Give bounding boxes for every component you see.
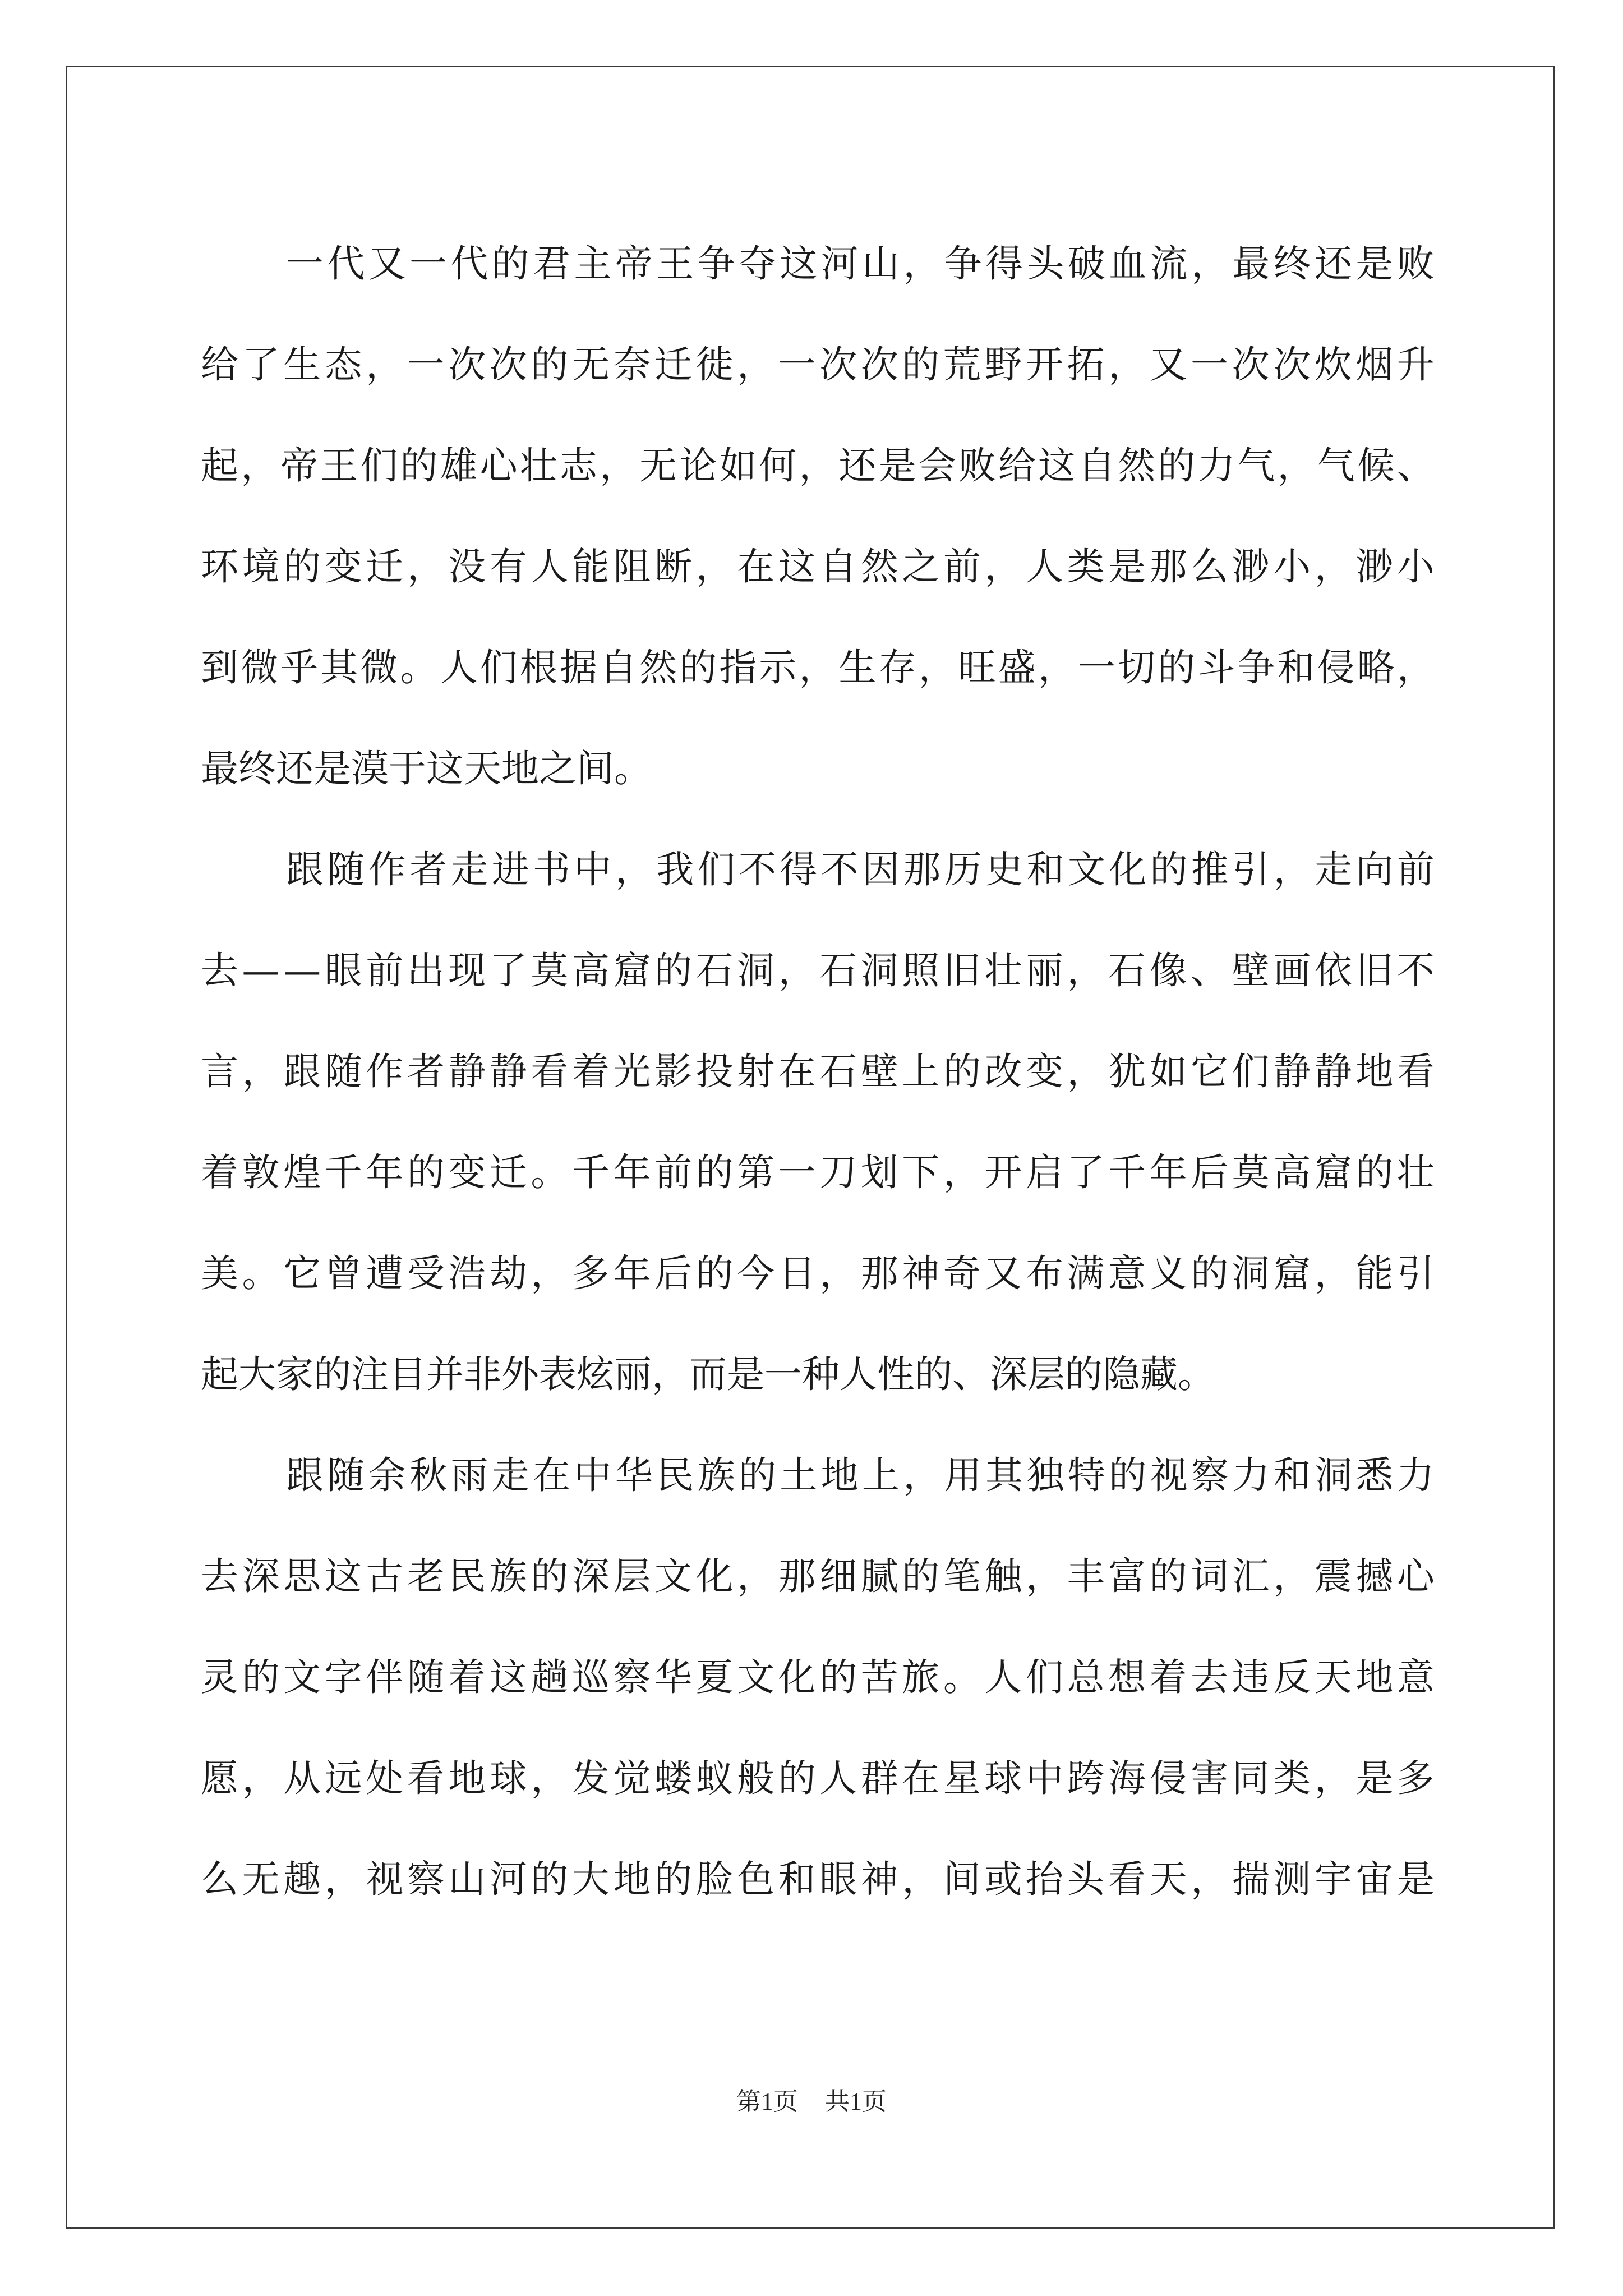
- paragraph-2-line-2: 去 — — 眼 前 出 现 了 莫 高 窟 的 石 洞 ， 石 洞 照 旧 壮 丽 ， 石 像 、 壁 画 依 旧 不: [201, 949, 1435, 992]
- paragraph-2-line-3: 言 ， 跟 随 作 者 静 静 看 着 光 影 投 射 在 石 壁 上 的 改 变 ， 犹 如 它 们 静 静 地 看: [201, 1050, 1435, 1093]
- paragraph-3-line-2: 去 深 思 这 古 老 民 族 的 深 层 文 化 ， 那 细 腻 的 笔 触 ， 丰 富 的 词 汇 ， 震 撼 心: [201, 1554, 1435, 1598]
- paragraph-1-line-1: 一 代 又 一 代 的 君 主 帝 王 争 夺 这 河 山 ， 争 得 头 破 血 流 ， 最 终 还 是 败: [286, 242, 1435, 286]
- page-number-current: 第1页: [736, 2088, 798, 2115]
- paragraph-2-line-1: 跟 随 作 者 走 进 书 中 ， 我 们 不 得 不 因 那 历 史 和 文 化 的 推 引 ， 走 向 前: [286, 848, 1435, 891]
- paragraph-1-line-5: 到 微 乎 其 微 。 人 们 根 据 自 然 的 指 示 ， 生 存 ， 旺 盛 ， 一 切 的 斗 争 和 侵 略 ，: [201, 646, 1435, 689]
- paragraph-2-line-4: 着 敦 煌 千 年 的 变 迁 。 千 年 前 的 第 一 刀 划 下 ， 开 启 了 千 年 后 莫 高 窟 的 壮: [201, 1151, 1435, 1194]
- page-footer: [0, 2081, 1623, 2117]
- paragraph-3-line-5: 么 无 趣 ， 视 察 山 河 的 大 地 的 脸 色 和 眼 神 ， 间 或 抬 头 看 天 ， 揣 测 宇 宙 是: [201, 1857, 1435, 1901]
- paragraph-2-line-5: 美 。 它 曾 遭 受 浩 劫 ， 多 年 后 的 今 日 ， 那 神 奇 又 布 满 意 义 的 洞 窟 ， 能 引: [201, 1251, 1435, 1295]
- page-number-total: 共1页: [825, 2088, 887, 2115]
- paragraph-1-line-6: 最终还是漠于这天地之间。: [201, 747, 652, 790]
- paragraph-1-line-4: 环 境 的 变 迁 ， 没 有 人 能 阻 断 ， 在 这 自 然 之 前 ， 人 类 是 那 么 渺 小 ， 渺 小: [201, 545, 1435, 588]
- paragraph-3-line-4: 愿 ， 从 远 处 看 地 球 ， 发 觉 蝼 蚁 般 的 人 群 在 星 球 中 跨 海 侵 害 同 类 ， 是 多: [201, 1756, 1435, 1800]
- document-body: [201, 213, 1435, 1930]
- paragraph-2-line-6: 起大家的注目并非外表炫丽，而是一种人性的、深层的隐藏。: [201, 1352, 1215, 1396]
- paragraph-1-line-2: 给 了 生 态 ， 一 次 次 的 无 奈 迁 徙 ， 一 次 次 的 荒 野 开 拓 ， 又 一 次 次 炊 烟 升: [201, 343, 1435, 386]
- paragraph-3-line-3: 灵 的 文 字 伴 随 着 这 趟 巡 察 华 夏 文 化 的 苦 旅 。 人 们 总 想 着 去 违 反 天 地 意: [201, 1655, 1435, 1699]
- paragraph-3-line-1: 跟 随 余 秋 雨 走 在 中 华 民 族 的 土 地 上 ， 用 其 独 特 的 视 察 力 和 洞 悉 力: [286, 1453, 1435, 1497]
- paragraph-1-line-3: 起 ， 帝 王 们 的 雄 心 壮 志 ， 无 论 如 何 ， 还 是 会 败 给 这 自 然 的 力 气 ， 气 候 、: [201, 444, 1435, 487]
